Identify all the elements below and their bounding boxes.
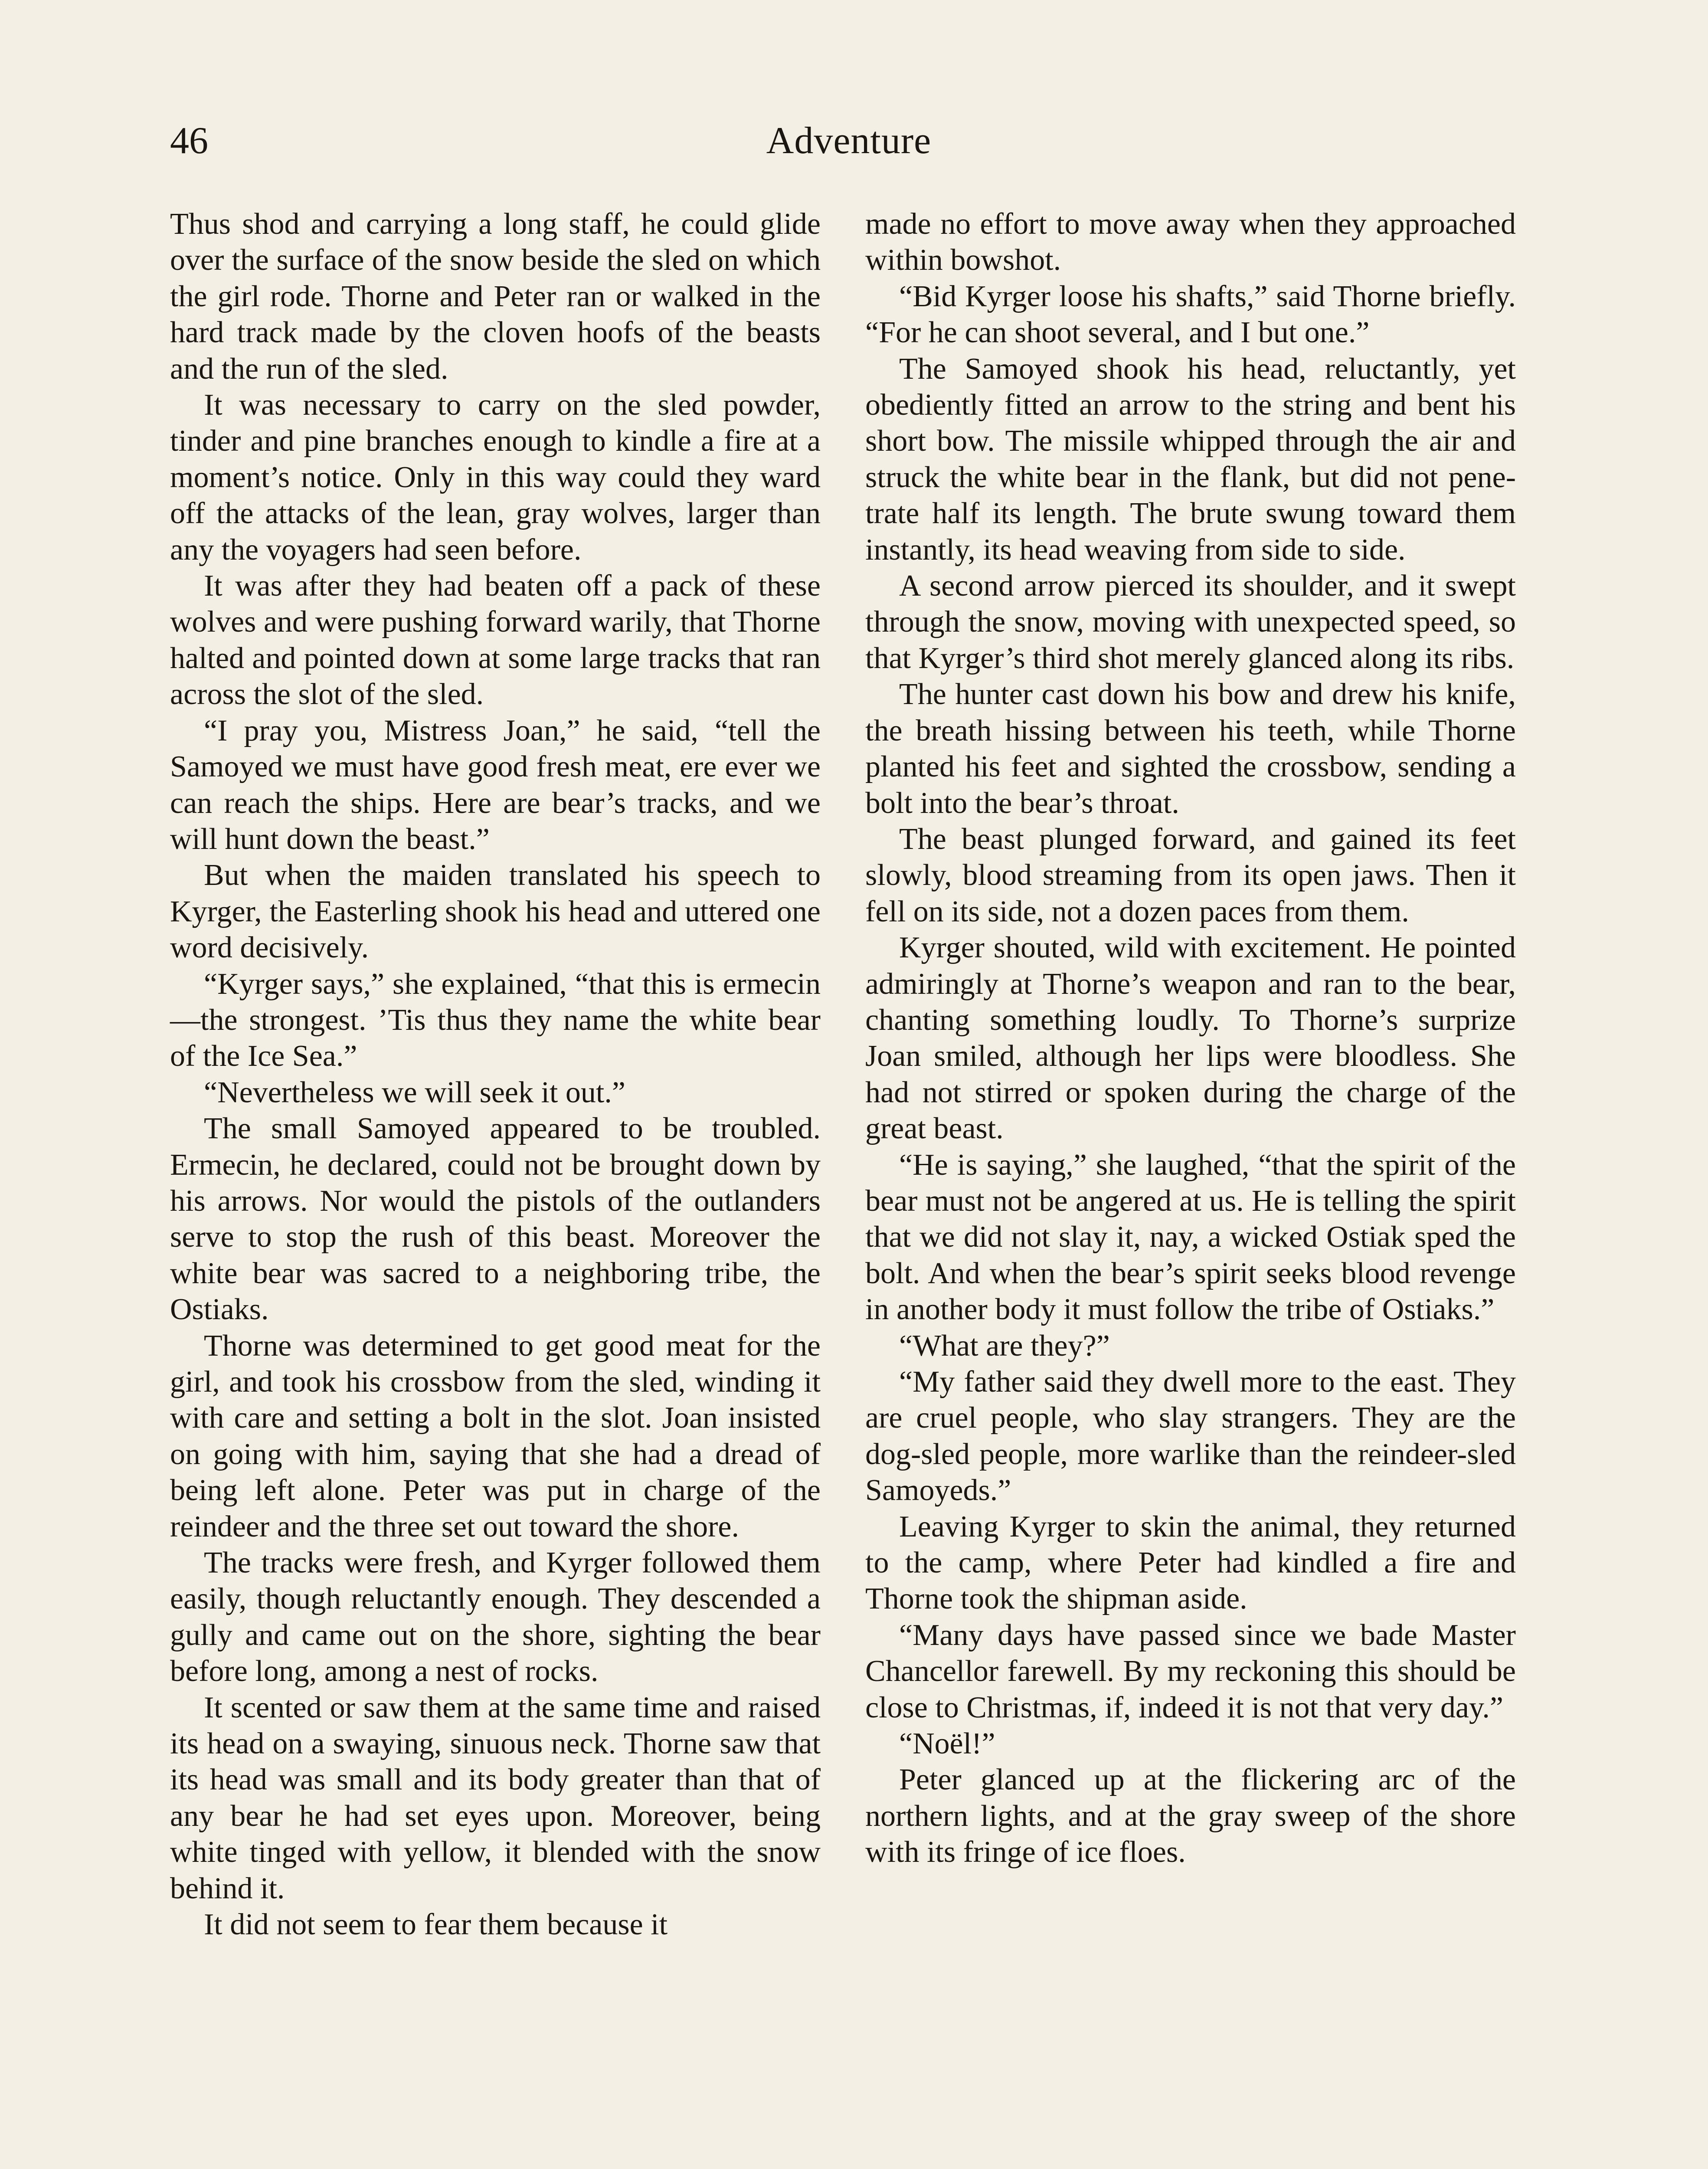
paragraph: “I pray you, Mistress Joan,” he said, “tell the Samoyed we must have good fresh meat, ere ever we can reach the ships. Here are bear’s tracks, and we will hunt down the beast.” <box>170 714 821 856</box>
paragraph: Thus shod and carrying a long staff, he could glide over the surface of the snow beside the sled on which the girl rode. Thorne and Peter ran or walked in the hard track made by the cloven hoofs of the beasts and the run of the sled. <box>170 207 821 386</box>
paragraph: It scented or saw them at the same time and raised its head on a swaying, sinuous neck. Thorne saw that its head was small and its body greater than that of any bear he had set eyes upon. Moreover, being white tinged with yellow, it blended with the snow behind it. <box>170 1691 821 1905</box>
paragraph: The small Samoyed appeared to be troubled. Ermecin, he declared, could not be brought down by his arrows. Nor would the pistols of the outlanders serve to stop the rush of this beast. Moreover the white bear was sacred to a neighboring tribe, the Ostiaks. <box>170 1112 821 1327</box>
paragraph: The hunter cast down his bow and drew his knife, the breath hissing between his teeth, while Thorne planted his feet and sighted the crossbow, sending a bolt into the bear’s throat. <box>865 678 1516 820</box>
paragraph: It was after they had beaten off a pack of these wolves and were pushing forward warily, that Thorne halted and pointed down at some large tracks that ran across the slot of the sled. <box>170 569 821 711</box>
paragraph: Peter glanced up at the flickering arc of the northern lights, and at the gray sweep of the shore with its fringe of ice floes. <box>865 1763 1516 1869</box>
paragraph: The tracks were fresh, and Kyrger followed them easily, though reluctantly enough. They descended a gully and came out on the shore, sighting the bear before long, among a nest of rocks. <box>170 1546 821 1688</box>
paragraph: It was necessary to carry on the sled powder, tinder and pine branches enough to kindle a fire at a moment’s notice. Only in this way could they ward off the attacks of the lean, gray wolves, larger than any the voyagers had seen before. <box>170 388 821 567</box>
paragraph: “Nevertheless we will seek it out.” <box>204 1075 625 1109</box>
paragraph: Kyrger shouted, wild with excitement. He pointed admiringly at Thorne’s weapon and ran to the bear, chanting something loudly. To Thorne’s surprize Joan smiled, although her lips were bloodless. She had not stirred or spoken during the charge of the great beast. <box>865 931 1516 1146</box>
paragraph: But when the maiden translated his speech to Kyrger, the Easterling shook his head and uttered one word decisively. <box>170 858 821 965</box>
paragraph: “He is saying,” she laughed, “that the spirit of the bear must not be angered at us. He is telling the spirit that we did not slay it, nay, a wicked Ostiak sped the bolt. And when the bear’s spirit seeks blood revenge in another body it must follow the tribe of Ostiaks.” <box>865 1148 1516 1327</box>
paragraph: Thorne was determined to get good meat for the girl, and took his crossbow from the sled, winding it with care and setting a bolt in the slot. Joan insisted on going with him, saying that she had a dread of being left alone. Peter was put in charge of the reindeer and the three set out toward the shore. <box>170 1329 821 1543</box>
paragraph: The Samoyed shook his head, reluctantly, yet obediently fitted an arrow to the string and bent his short bow. The missile whipped through the air and struck the white bear in the flank, but did not penetrate half its length. The brute swung toward them instantly, its head weaving from side to side. <box>865 352 1516 567</box>
paragraph: “My father said they dwell more to the east. They are cruel people, who slay strangers. They are the dog-sled people, more warlike than the reindeer-sled Samoyeds.” <box>865 1365 1516 1507</box>
text-column-left <box>170 206 821 1943</box>
paragraph: A second arrow pierced its shoulder, and it swept through the snow, moving with unexpected speed, so that Kyrger’s third shot merely glanced along its ribs. <box>865 569 1516 675</box>
paragraph: “Noël!” <box>899 1727 995 1761</box>
paragraph: The beast plunged forward, and gained its feet slowly, blood streaming from its open jaws. Then it fell on its side, not a dozen paces from them. <box>865 822 1516 928</box>
page-number: 46 <box>170 120 208 162</box>
paragraph: “What are they?” <box>899 1329 1110 1363</box>
running-title: Adventure <box>766 120 932 162</box>
paragraph: made no effort to move away when they approached within bowshot. <box>865 207 1516 277</box>
paragraph: “Bid Kyrger loose his shafts,” said Thorne briefly. “For he can shoot several, and I but one.” <box>865 279 1516 350</box>
paragraph: It did not seem to fear them because it <box>204 1908 668 1942</box>
paragraph: Leaving Kyrger to skin the animal, they returned to the camp, where Peter had kindled a fire and Thorne took the shipman aside. <box>865 1510 1516 1616</box>
page-header <box>170 117 1528 165</box>
text-column-right <box>865 206 1516 1871</box>
paragraph: “Kyrger says,” she explained, “that this is ermecin—the strongest. ’Tis thus they name the white bear of the Ice Sea.” <box>170 967 821 1073</box>
paragraph: “Many days have passed since we bade Master Chancellor farewell. By my reckoning this should be close to Christmas, if, indeed it is not that very day.” <box>865 1618 1516 1724</box>
